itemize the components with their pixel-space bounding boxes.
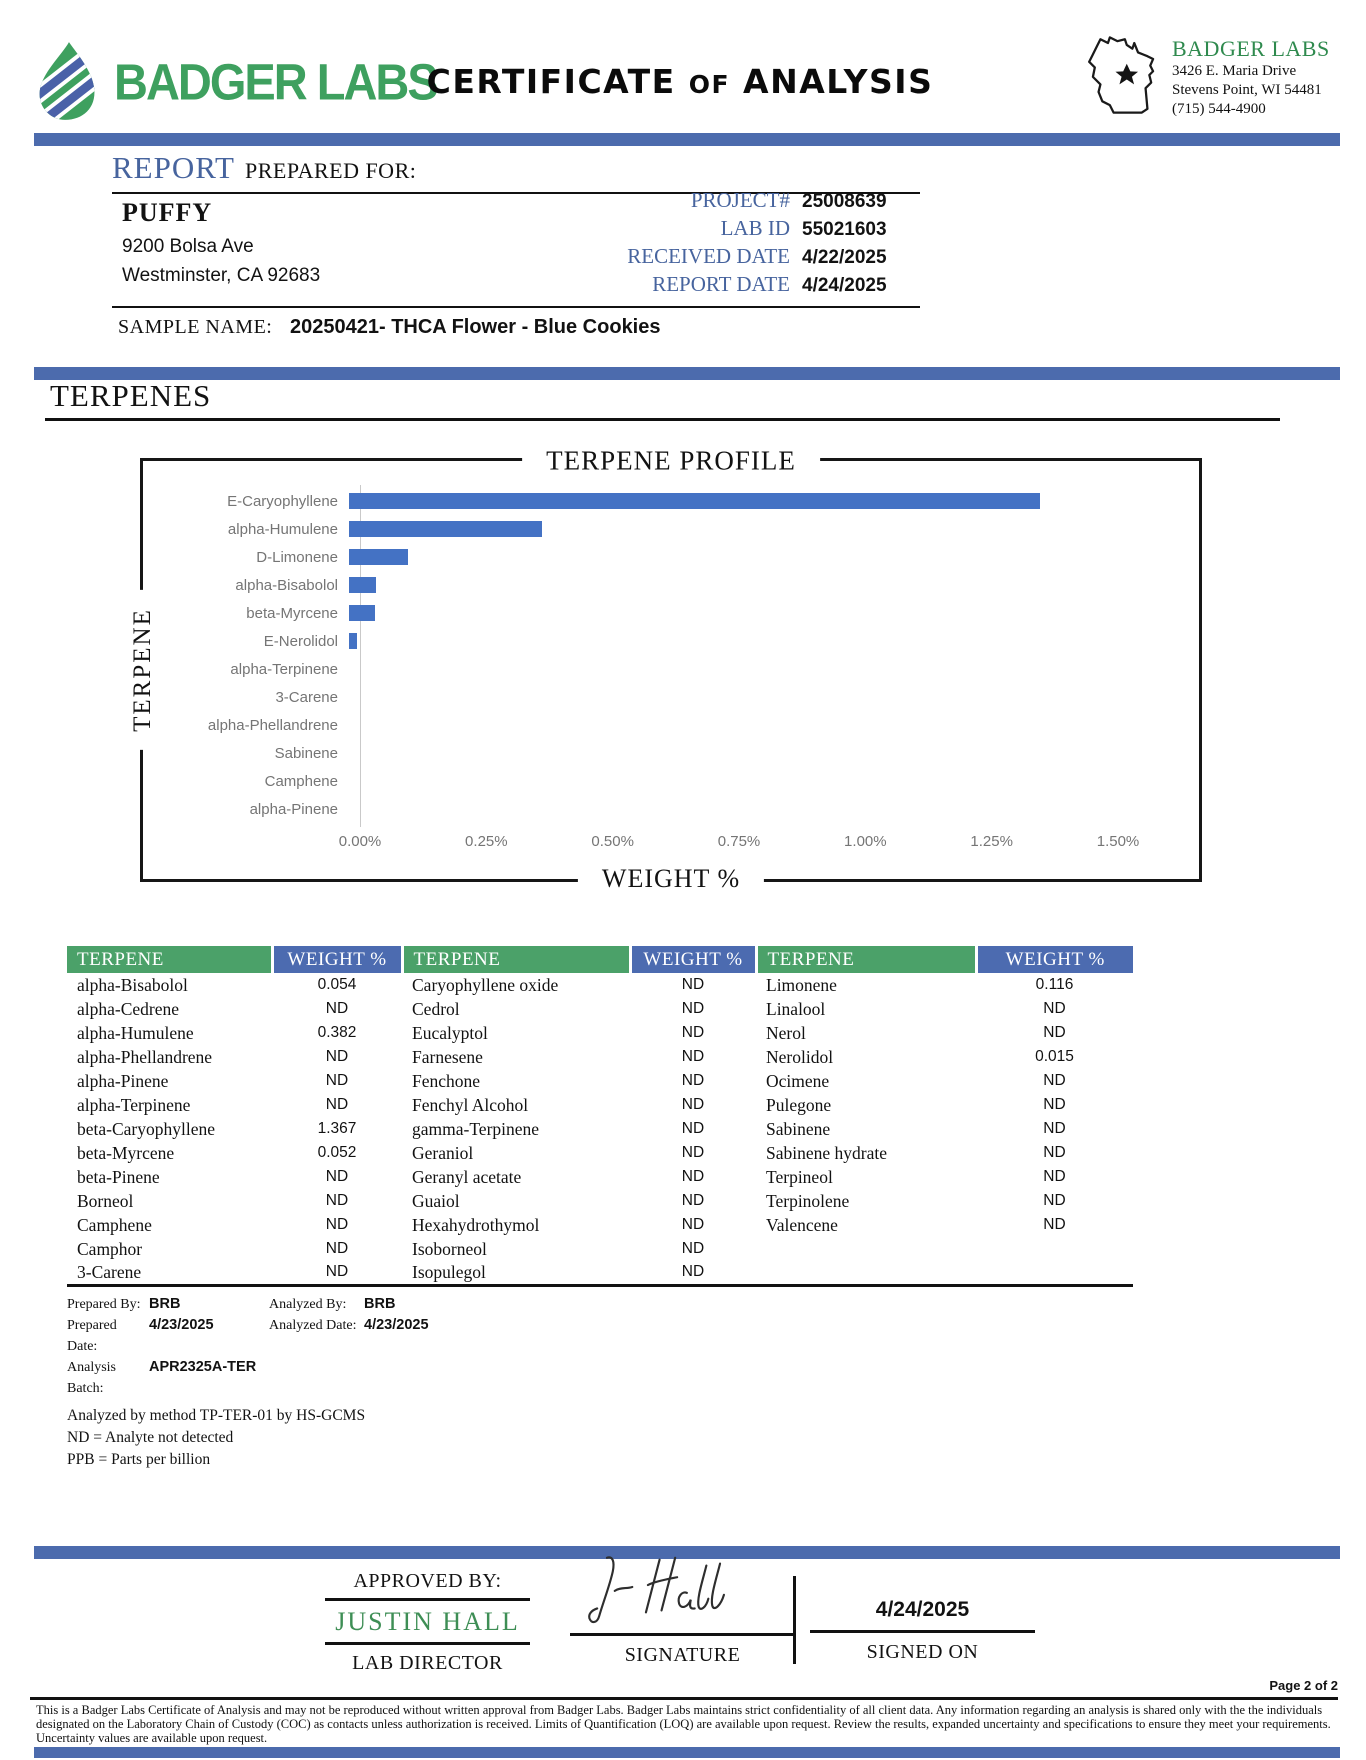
terpene-table-head [67, 946, 1133, 973]
terpene-name: Farnesene [412, 1046, 483, 1067]
terpene-weight: ND [1043, 1120, 1066, 1137]
table-header-terpene: TERPENE [756, 946, 976, 973]
table-row [67, 997, 1133, 1021]
chart-category-label: alpha-Pinene [249, 800, 338, 818]
report-heading-rest: PREPARED FOR: [245, 158, 417, 183]
chart-row [143, 767, 1199, 795]
approver-name: JUSTIN HALL [335, 1607, 520, 1636]
table-row [67, 1093, 1133, 1117]
terpene-weight: ND [681, 1144, 705, 1161]
analysis-info [67, 1294, 429, 1469]
chart-row [143, 655, 1199, 683]
client-address-line2: Westminster, CA 92683 [122, 265, 321, 286]
chart-x-axis-title: WEIGHT % [578, 864, 764, 894]
table-header-row [67, 946, 1133, 973]
terpene-weight: ND [325, 1192, 349, 1209]
lab-name: BADGER LABS [1172, 36, 1330, 61]
terpene-weight: ND [681, 1120, 705, 1137]
terpene-weight: 0.116 [1035, 976, 1074, 993]
terpene-weight: ND [325, 1000, 349, 1017]
lab-phone: (715) 544-4900 [1172, 101, 1266, 117]
lab-address-line2: Stevens Point, WI 54481 [1172, 82, 1322, 98]
certificate-title [350, 62, 1010, 101]
table-row [67, 1165, 1133, 1189]
approval-vertical-divider [793, 1576, 796, 1664]
prepared-by-value: BRB [149, 1296, 181, 1312]
terpene-name: beta-Pinene [77, 1166, 160, 1187]
terpene-name: alpha-Terpinene [77, 1094, 191, 1115]
chart-bar-track [349, 577, 1107, 593]
chart-row [143, 739, 1199, 767]
signature-rule [570, 1633, 795, 1636]
terpene-name: alpha-Pinene [77, 1070, 169, 1091]
terpene-weight: ND [1043, 1192, 1066, 1209]
chart-bar [349, 549, 408, 565]
approval-rule [325, 1598, 530, 1601]
terpene-weight: ND [681, 1192, 705, 1209]
signature-icon [575, 1548, 790, 1626]
terpene-weight [976, 1237, 1133, 1261]
client-name: PUFFY [122, 198, 213, 227]
terpene-weight: ND [325, 1096, 349, 1113]
section-underline [45, 418, 1280, 421]
terpene-name: Borneol [77, 1190, 134, 1211]
report-field-value: 55021603 [802, 219, 887, 240]
section-title: TERPENES [50, 378, 212, 413]
chart-bar-track [349, 717, 1107, 733]
chart-row [143, 487, 1199, 515]
terpene-name [756, 1261, 976, 1285]
nd-note: ND = Analyte not detected [67, 1429, 234, 1446]
terpene-weight: ND [1043, 1144, 1066, 1161]
approved-by-label: APPROVED BY: [353, 1570, 502, 1592]
terpene-name: beta-Myrcene [77, 1142, 175, 1163]
terpene-name: Guaiol [412, 1190, 460, 1211]
terpene-weight: ND [1043, 1216, 1066, 1233]
terpene-table-body [67, 973, 1133, 1285]
chart-bar-track [349, 773, 1107, 789]
terpene-weight: ND [681, 1216, 705, 1233]
terpene-name: 3-Carene [77, 1261, 142, 1282]
approved-by-block [325, 1568, 530, 1677]
disclaimer-text: This is a Badger Labs Certificate of Analysis and may not be reproduced without written approval from Badger Labs. Badger Labs maintains strict confidentiality of all client data. Any information regarding an analysis is shared only with the the individuals designated on the Laboratory Chain of Custody (COC) as contacts unless authorization is received. Limits of Quantification (LOQ) are available upon request. Review the results, expanded uncertainty and specifications to ensure they meet your requirements. Uncertainty values are available upon request. [36, 1703, 1331, 1745]
terpene-name: alpha-Bisabolol [77, 974, 188, 995]
method-note: Analyzed by method TP-TER-01 by HS-GCMS [67, 1407, 366, 1424]
chart-bar-track [349, 745, 1107, 761]
terpene-name: Isoborneol [412, 1238, 487, 1259]
terpene-weight: ND [325, 1048, 349, 1065]
terpene-weight: 0.052 [317, 1144, 357, 1161]
terpene-name: Terpinolene [766, 1190, 850, 1211]
report-fields [560, 188, 930, 300]
chart-x-tick: 1.50% [1096, 833, 1140, 850]
terpene-weight: ND [681, 1000, 705, 1017]
terpene-name: Camphene [77, 1214, 152, 1235]
lab-address-line1: 3426 E. Maria Drive [1172, 63, 1297, 79]
terpene-weight: ND [681, 976, 705, 993]
analyzed-date-label: Analyzed Date: [269, 1318, 357, 1333]
terpene-name: alpha-Humulene [77, 1022, 194, 1043]
signed-on-date: 4/24/2025 [875, 1598, 970, 1621]
terpene-weight: ND [325, 1168, 349, 1185]
chart-row [143, 515, 1199, 543]
terpene-weight: ND [1043, 1096, 1066, 1113]
terpene-name: Limonene [766, 974, 837, 995]
divider-bar [34, 1747, 1340, 1758]
terpene-weight: ND [681, 1024, 705, 1041]
terpene-name: Cedrol [412, 998, 460, 1019]
terpene-weight [976, 1261, 1133, 1285]
report-heading [112, 150, 416, 186]
table-row [67, 1045, 1133, 1069]
terpene-weight: ND [681, 1240, 705, 1257]
signed-on-rule [810, 1630, 1035, 1633]
chart-rows [143, 487, 1199, 823]
table-row [67, 1021, 1133, 1045]
terpene-name: gamma-Terpinene [412, 1118, 540, 1139]
signature-label: SIGNATURE [624, 1644, 741, 1666]
chart-y-axis-title: TERPENE [129, 590, 157, 750]
analyzed-by-label: Analyzed By: [269, 1297, 347, 1312]
terpene-weight: ND [1043, 1000, 1066, 1017]
terpene-weight: 0.382 [317, 1024, 357, 1041]
table-row [67, 1189, 1133, 1213]
chart-bar-track [349, 549, 1107, 565]
chart-x-tick: 0.50% [591, 833, 634, 850]
report-field-value: 4/24/2025 [802, 275, 887, 296]
terpene-weight: ND [325, 1072, 349, 1089]
approver-title: LAB DIRECTOR [352, 1652, 503, 1674]
sample-name-value: 20250421- THCA Flower - Blue Cookies [290, 316, 661, 338]
lab-address-block [1076, 28, 1330, 122]
chart-category-label: D-Limonene [256, 548, 338, 566]
terpene-name: Geraniol [412, 1142, 474, 1163]
terpene-weight: ND [1043, 1168, 1066, 1185]
certificate-title-word: ANALYSIS [743, 62, 934, 101]
chart-category-label: E-Caryophyllene [227, 492, 338, 510]
analyzed-date-value: 4/23/2025 [364, 1317, 429, 1333]
chart-row [143, 543, 1199, 571]
footer-rule [30, 1697, 1338, 1700]
certificate-title-of: OF [688, 70, 731, 99]
terpene-name: Linalool [766, 998, 826, 1019]
table-row [67, 1141, 1133, 1165]
terpene-name: Geranyl acetate [412, 1166, 522, 1187]
terpene-weight: ND [681, 1096, 705, 1113]
report-field-label: REPORT DATE [652, 272, 790, 296]
chart-category-label: Sabinene [274, 744, 338, 762]
terpene-name: Fenchone [412, 1070, 481, 1091]
analysis-batch-label: Analysis Batch: [67, 1360, 116, 1396]
report-field-row [560, 244, 930, 272]
terpene-name: Camphor [77, 1238, 143, 1259]
table-row [67, 1213, 1133, 1237]
divider-bar [34, 367, 1340, 380]
signature-block [570, 1548, 795, 1667]
report-field-label: RECEIVED DATE [627, 244, 790, 268]
terpene-name: Caryophyllene oxide [412, 974, 559, 995]
chart-category-label: alpha-Bisabolol [235, 576, 338, 594]
terpene-table [67, 946, 1133, 1287]
table-row [67, 1237, 1133, 1261]
divider-bar [34, 133, 1340, 146]
analysis-batch-value: APR2325A-TER [149, 1359, 257, 1375]
table-header-terpene: TERPENE [67, 946, 272, 973]
table-row [67, 1261, 1133, 1285]
chart-bar-track [349, 521, 1107, 537]
chart-x-tick: 0.00% [338, 833, 382, 850]
terpene-name: beta-Caryophyllene [77, 1118, 216, 1139]
wisconsin-state-icon [1076, 28, 1170, 122]
chart-bar-track [349, 689, 1107, 705]
prepared-date-value: 4/23/2025 [149, 1317, 214, 1333]
chart-category-label: 3-Carene [275, 688, 338, 706]
chart-category-label: alpha-Terpinene [230, 660, 338, 678]
terpene-name: Eucalyptol [412, 1022, 488, 1043]
chart-bar [349, 577, 376, 593]
chart-bar-track [349, 493, 1107, 509]
sample-name-row [118, 316, 661, 339]
terpene-weight: ND [325, 1216, 349, 1233]
chart-x-tick: 1.00% [844, 833, 887, 850]
report-field-label: LAB ID [720, 216, 790, 240]
chart-bar-track [349, 801, 1107, 817]
chart-category-label: alpha-Humulene [227, 520, 338, 538]
report-field-row [560, 188, 930, 216]
chart-row [143, 571, 1199, 599]
terpene-name: Ocimene [766, 1070, 830, 1091]
page-number: Page 2 of 2 [1269, 1678, 1338, 1693]
signed-on-block [810, 1560, 1035, 1664]
horizontal-rule [112, 306, 920, 308]
sample-name-label: SAMPLE NAME: [118, 316, 273, 338]
analyzed-by-value: BRB [364, 1296, 396, 1312]
chart-bar [349, 493, 1040, 509]
terpene-name: Hexahydrothymol [412, 1214, 540, 1235]
terpene-weight: ND [325, 1240, 349, 1257]
approval-rule [325, 1642, 530, 1645]
terpene-name: Fenchyl Alcohol [412, 1094, 529, 1115]
terpene-name: Terpineol [766, 1166, 833, 1187]
certificate-title-word: CERTIFICATE [426, 62, 676, 101]
prepared-date-label: Prepared Date: [67, 1318, 117, 1354]
chart-category-label: E-Nerolidol [263, 632, 338, 650]
terpene-weight: 1.367 [317, 1120, 357, 1137]
terpene-name: Sabinene hydrate [766, 1142, 887, 1163]
logo-text: BADGER LABS [114, 52, 437, 110]
report-field-value: 4/22/2025 [802, 247, 887, 268]
leaf-logo-icon [32, 40, 104, 122]
terpene-weight: ND [681, 1048, 705, 1065]
terpene-name: Nerol [766, 1022, 806, 1043]
table-header-weight: WEIGHT % [976, 946, 1133, 973]
chart-title: TERPENE PROFILE [522, 446, 820, 477]
table-row [67, 973, 1133, 997]
terpene-weight: 0.015 [1035, 1048, 1074, 1065]
table-header-weight: WEIGHT % [630, 946, 756, 973]
chart-bar [349, 605, 375, 621]
report-field-row [560, 216, 930, 244]
chart-row [143, 711, 1199, 739]
terpene-name: Pulegone [766, 1094, 832, 1115]
terpene-name: Nerolidol [766, 1046, 834, 1067]
chart-x-ticks [338, 833, 1140, 853]
chart-category-label: beta-Myrcene [246, 604, 338, 622]
chart-bar [349, 521, 542, 537]
terpene-weight: 0.054 [317, 976, 357, 993]
chart-row [143, 599, 1199, 627]
chart-x-tick: 1.25% [970, 833, 1013, 850]
table-row [67, 1069, 1133, 1093]
report-heading-word: REPORT [112, 150, 235, 185]
chart-row [143, 795, 1199, 823]
terpene-profile-chart [129, 445, 1202, 893]
table-header-weight: WEIGHT % [272, 946, 402, 973]
chart-category-label: alpha-Phellandrene [207, 716, 338, 734]
report-field-label: PROJECT# [690, 188, 790, 212]
chart-bar-track [349, 661, 1107, 677]
prepared-by-label: Prepared By: [67, 1297, 141, 1312]
chart-bar [349, 633, 357, 649]
terpene-weight: ND [1043, 1024, 1066, 1041]
terpene-weight: ND [681, 1072, 705, 1089]
chart-x-tick: 0.25% [465, 833, 508, 850]
terpene-name: alpha-Phellandrene [77, 1046, 213, 1067]
ppb-note: PPB = Parts per billion [67, 1451, 211, 1468]
terpene-weight: ND [681, 1263, 705, 1281]
terpene-name: Valencene [766, 1214, 838, 1235]
terpene-weight: ND [681, 1168, 705, 1185]
report-field-row [560, 272, 930, 300]
chart-bar-track [349, 605, 1107, 621]
chart-x-tick: 0.75% [717, 833, 761, 850]
table-row [67, 1117, 1133, 1141]
client-address-line1: 9200 Bolsa Ave [122, 236, 254, 257]
terpene-weight: ND [1043, 1072, 1066, 1089]
chart-row [143, 683, 1199, 711]
chart-row [143, 627, 1199, 655]
table-header-terpene: TERPENE [402, 946, 630, 973]
terpene-name: alpha-Cedrene [77, 998, 180, 1019]
report-field-value: 25008639 [802, 191, 887, 212]
terpene-name [756, 1237, 976, 1261]
signed-on-label: SIGNED ON [866, 1641, 979, 1663]
terpene-name: Isopulegol [412, 1261, 486, 1282]
chart-category-label: Camphene [264, 772, 338, 790]
terpene-name: Sabinene [766, 1118, 831, 1139]
terpene-weight: ND [325, 1263, 349, 1281]
chart-bar-track [349, 633, 1107, 649]
